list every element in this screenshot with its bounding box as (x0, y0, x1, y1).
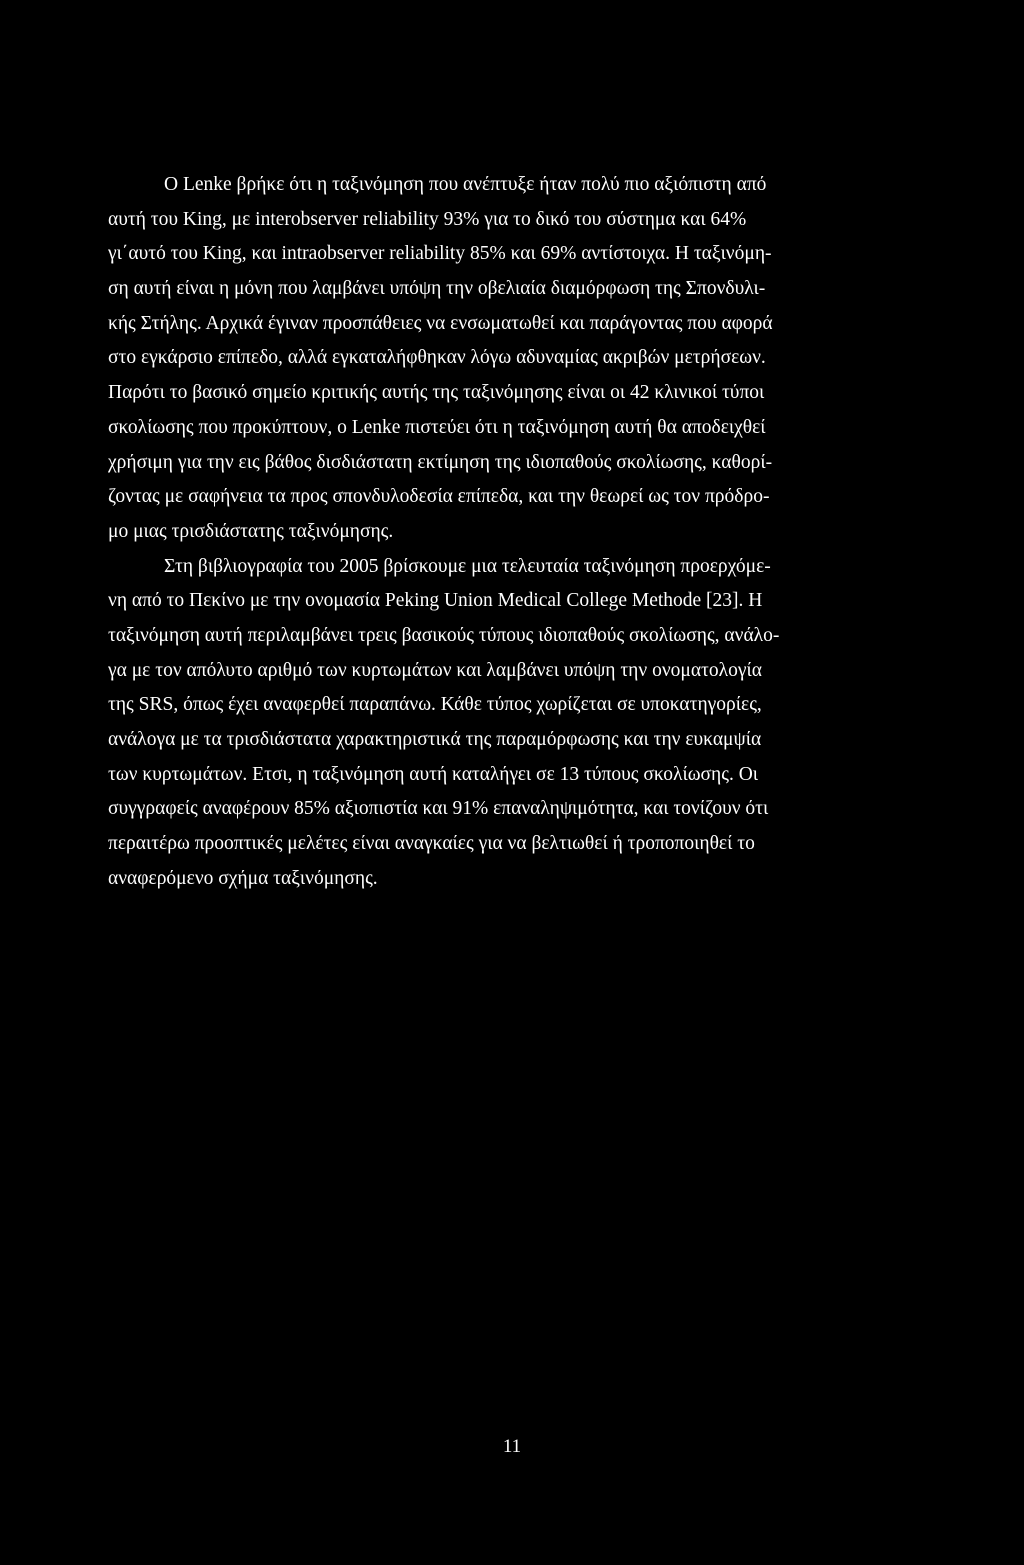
body-text (108, 168, 920, 896)
text-line: συγγραφείς αναφέρουν 85% αξιοπιστία και 91% επαναληψιμότητα, και τονίζουν ότι (108, 798, 769, 820)
text-line: σκολίωσης που προκύπτουν, ο Lenke πιστεύει ότι η ταξινόμηση αυτή θα αποδειχθεί (108, 416, 766, 438)
text-line: Ο Lenke βρήκε ότι η ταξινόμηση που ανέπτυξε ήταν πολύ πιο αξιόπιστη από (164, 174, 767, 195)
page-number: 11 (502, 1436, 522, 1457)
text-line: μο μιας τρισδιάστατης ταξινόμησης. (108, 520, 394, 542)
text-line: Παρότι το βασικό σημείο κριτικής αυτής της ταξινόμησης είναι οι 42 κλινικοί τύποι (108, 382, 765, 404)
text-line: των κυρτωμάτων. Ετσι, η ταξινόμηση αυτή καταλήγει σε 13 τύπους σκολίωσης. Οι (108, 763, 759, 785)
text-line: αναφερόμενο σχήμα ταξινόμησης. (108, 867, 378, 889)
text-line: γι΄αυτό του King, και intraobserver reliability 85% και 69% αντίστοιχα. Η ταξινόμη- (108, 243, 772, 265)
text-line: αυτή του King, με interobserver reliability 93% για το δικό του σύστημα και 64% (108, 208, 747, 230)
text-line: νη από το Πεκίνο με την ονομασία Peking Union Medical College Methode [23]. Η (108, 590, 763, 612)
text-line: της SRS, όπως έχει αναφερθεί παραπάνω. Κάθε τύπος χωρίζεται σε υποκατηγορίες, (108, 694, 762, 716)
text-line: ταξινόμηση αυτή περιλαμβάνει τρεις βασικούς τύπους ιδιοπαθούς σκολίωσης, ανάλο- (108, 624, 780, 646)
text-line: περαιτέρω προοπτικές μελέτες είναι αναγκαίες για να βελτιωθεί ή τροποποιηθεί το (108, 833, 755, 855)
text-line: στο εγκάρσιο επίπεδο, αλλά εγκαταλήφθηκαν λόγω αδυναμίας ακριβών μετρήσεων. (108, 347, 766, 369)
text-line: Στη βιβλιογραφία του 2005 βρίσκουμε μια τελευταία ταξινόμηση προερχόμε- (164, 555, 771, 577)
text-line: ανάλογα με τα τρισδιάστατα χαρακτηριστικά της παραμόρφωσης και την ευκαμψία (108, 729, 762, 750)
text-line: ση αυτή είναι η μόνη που λαμβάνει υπόψη την οβελιαία διαμόρφωση της Σπονδυλι- (108, 278, 766, 300)
text-line: ζοντας με σαφήνεια τα προς σπονδυλοδεσία επίπεδα, και την θεωρεί ως τον πρόδρο- (108, 486, 770, 508)
text-line: γα με τον απόλυτο αριθμό των κυρτωμάτων και λαμβάνει υπόψη την ονοματολογία (108, 659, 762, 681)
text-line: κής Στήλης. Αρχικά έγιναν προσπάθειες να ενσωματωθεί και παράγοντας που αφορά (108, 312, 773, 334)
text-line: χρήσιμη για την εις βάθος δισδιάστατη εκτίμηση της ιδιοπαθούς σκολίωσης, καθορί- (108, 451, 773, 473)
